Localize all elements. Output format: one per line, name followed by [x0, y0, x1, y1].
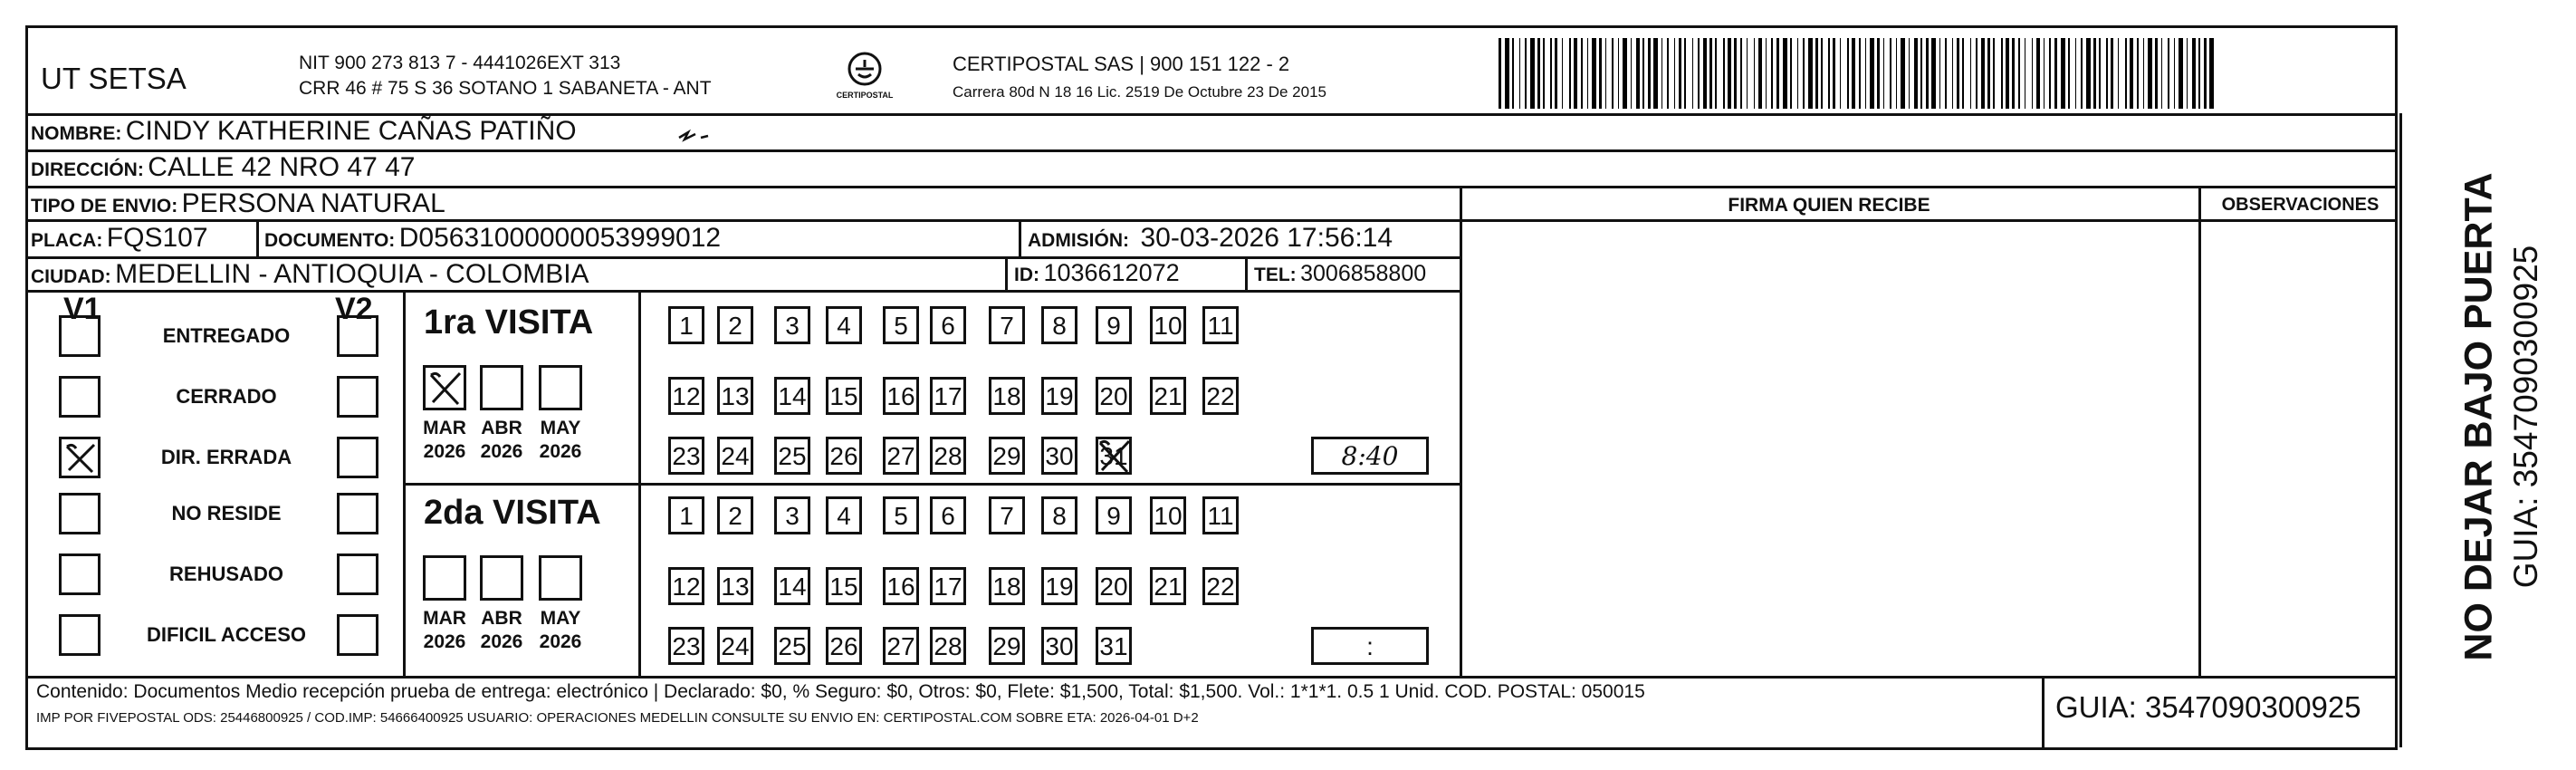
- first-visit-day-box[interactable]: 16: [883, 377, 919, 415]
- barcode-bar: [1642, 38, 1644, 109]
- barcode-bar: [1562, 38, 1563, 109]
- first-visit-day-box[interactable]: 13: [717, 377, 753, 415]
- barcode-bar: [1648, 38, 1651, 109]
- tipo-envio-label: TIPO DE ENVIO:: [31, 196, 178, 217]
- barcode-bar: [1883, 38, 1884, 109]
- barcode-bar: [1901, 38, 1905, 109]
- second-visit-title: 2da VISITA: [424, 494, 601, 532]
- barcode-bar: [1605, 38, 1606, 109]
- second-visit-day-box[interactable]: 19: [1041, 567, 1077, 605]
- second-visit-day-box[interactable]: 3: [774, 496, 810, 534]
- barcode-bar: [1519, 38, 1520, 109]
- admision-value: 30-03-2026 17:56:14: [1140, 223, 1393, 253]
- barcode-bar: [1631, 38, 1632, 109]
- barcode-bar: [1636, 38, 1640, 109]
- first-visit-month-checkbox[interactable]: [423, 365, 466, 410]
- barcode-bar: [1537, 38, 1540, 109]
- barcode-bar: [1909, 38, 1910, 109]
- first-visit-month-label: MAY: [540, 418, 581, 438]
- barcode-bar: [1783, 38, 1787, 109]
- barcode-bar: [1920, 38, 1922, 109]
- status-v1-checkbox[interactable]: [59, 315, 101, 357]
- barcode-bar: [1740, 38, 1742, 109]
- first-visit-day-box[interactable]: 15: [826, 377, 862, 415]
- barcode-bar: [2168, 38, 2169, 109]
- second-visit-day-box[interactable]: 29: [989, 627, 1025, 665]
- barcode-bar: [1512, 38, 1514, 109]
- footer-imp-line: IMP POR FIVEPOSTAL ODS: 25446800925 / COD.IMP: 54666400925 USUARIO: OPERACIONES MEDELLIN CONSULTE SU ENVIO EN: CERTIPOSTAL.COM SOBRE ETA: 2026-04-01 D+2: [36, 710, 1199, 726]
- first-visit-year-label: 2026: [423, 441, 466, 462]
- barcode-bar: [1957, 38, 1959, 109]
- checked-x-mark: [1096, 438, 1133, 485]
- barcode-bar: [1840, 38, 1841, 109]
- first-visit-day-box[interactable]: 6: [930, 306, 966, 344]
- admision-label: ADMISIÓN:: [1028, 230, 1129, 251]
- status-option-label: NO RESIDE: [171, 502, 282, 525]
- barcode-bar: [2161, 38, 2162, 109]
- second-visit-day-box[interactable]: 15: [826, 567, 862, 605]
- barcode-bar: [1715, 38, 1717, 109]
- barcode-bar: [1896, 38, 1897, 109]
- status-v2-checkbox[interactable]: [337, 493, 378, 534]
- barcode-bar: [1692, 38, 1693, 109]
- barcode-bar: [1914, 38, 1918, 109]
- side-guia: GUIA: 3547090300925: [2507, 245, 2544, 589]
- status-v2-checkbox[interactable]: [337, 376, 378, 418]
- status-v2-checkbox[interactable]: [337, 614, 378, 656]
- first-visit-day-box[interactable]: 23: [668, 437, 704, 475]
- barcode-bar: [1525, 38, 1527, 109]
- ciudad-label: CIUDAD:: [31, 266, 111, 287]
- placa-value: FQS107: [106, 223, 208, 253]
- barcode-bar: [1926, 38, 1929, 109]
- first-visit-day-box[interactable]: 20: [1096, 377, 1132, 415]
- tel-label: TEL:: [1254, 265, 1297, 285]
- barcode-bar: [1870, 38, 1874, 109]
- barcode-bar: [2143, 38, 2144, 109]
- footer-content-line: Contenido: Documentos Medio recepción prueba de entrega: electrónico | Declarado: $0, % Seguro: $0, Otros: $0, Flete: $1,500, Total: $1,500. Vol.: 1*1*1. 0.5 1 Unid. COD. POSTAL: 050015: [36, 681, 1645, 702]
- barcode-bar: [2018, 38, 2020, 109]
- direccion-label: DIRECCIÓN:: [31, 159, 144, 180]
- id-value: 1036612072: [1043, 259, 1180, 286]
- barcode-bar: [2054, 38, 2057, 109]
- second-visit-day-box[interactable]: 7: [989, 496, 1025, 534]
- second-visit-month-checkbox[interactable]: [539, 555, 582, 601]
- status-v2-checkbox[interactable]: [337, 437, 378, 478]
- second-visit-day-box[interactable]: 16: [883, 567, 919, 605]
- barcode-bar: [2061, 38, 2065, 109]
- status-option-label: DIFICIL ACCESO: [146, 623, 306, 646]
- first-visit-day-box[interactable]: 11: [1202, 306, 1239, 344]
- status-v1-checkbox[interactable]: [59, 437, 101, 478]
- barcode-bar: [1703, 38, 1707, 109]
- barcode-bar: [1859, 38, 1861, 109]
- second-visit-month-label: ABR: [481, 608, 522, 629]
- barcode-bar: [1852, 38, 1855, 109]
- second-visit-day-box[interactable]: 5: [883, 496, 919, 534]
- tipo-envio-value: PERSONA NATURAL: [181, 188, 445, 218]
- v2-header: V2: [335, 292, 373, 326]
- barcode-bar: [2118, 38, 2119, 109]
- second-visit-day-box[interactable]: 24: [717, 627, 753, 665]
- barcode-bar: [1723, 38, 1725, 109]
- second-visit-day-box[interactable]: 6: [930, 496, 966, 534]
- barcode-bar: [1803, 38, 1805, 109]
- first-visit-day-box[interactable]: 3: [774, 306, 810, 344]
- company-name: UT SETSA: [41, 62, 187, 95]
- barcode-bar: [1833, 38, 1835, 109]
- barcode-bar: [1970, 38, 1971, 109]
- barcode-bar: [1550, 38, 1552, 109]
- barcode-bar: [1797, 38, 1798, 109]
- second-visit-day-box[interactable]: 17: [930, 567, 966, 605]
- second-visit-day-box[interactable]: 18: [989, 567, 1025, 605]
- first-visit-day-box[interactable]: 9: [1096, 306, 1132, 344]
- second-visit-day-box[interactable]: 9: [1096, 496, 1132, 534]
- barcode-bar: [1653, 38, 1658, 109]
- barcode-bar: [1499, 38, 1501, 109]
- second-visit-month-label: MAR: [423, 608, 466, 629]
- first-visit-day-box[interactable]: 21: [1150, 377, 1186, 415]
- second-visit-month-checkbox[interactable]: [423, 555, 466, 601]
- barcode-bar: [2198, 38, 2200, 109]
- barcode: [1499, 38, 2223, 109]
- status-v2-checkbox[interactable]: [337, 553, 378, 595]
- second-visit-year-label: 2026: [539, 631, 582, 652]
- first-visit-day-box[interactable]: 8: [1041, 306, 1077, 344]
- barcode-bar: [2187, 38, 2188, 109]
- barcode-bar: [2130, 38, 2133, 109]
- status-option-label: DIR. ERRADA: [160, 446, 292, 468]
- barcode-bar: [1976, 38, 1977, 109]
- status-option-label: ENTREGADO: [162, 324, 291, 347]
- barcode-bar: [1758, 38, 1762, 109]
- barcode-bar: [1618, 38, 1619, 109]
- second-visit-day-box[interactable]: 25: [774, 627, 810, 665]
- footer-guia: GUIA: 3547090300925: [2055, 690, 2361, 724]
- documento-value: D05631000000053999012: [398, 223, 722, 253]
- second-visit-day-box[interactable]: 8: [1041, 496, 1077, 534]
- checked-x-mark: [427, 370, 464, 412]
- second-visit-day-box[interactable]: 26: [826, 627, 862, 665]
- placa-label: PLACA:: [31, 230, 103, 251]
- first-visit-day-box[interactable]: 10: [1150, 306, 1186, 344]
- first-visit-day-box[interactable]: 29: [989, 437, 1025, 475]
- status-v1-checkbox[interactable]: [59, 614, 101, 656]
- second-visit-day-box[interactable]: 11: [1202, 496, 1239, 534]
- barcode-bar: [2111, 38, 2113, 109]
- barcode-bar: [2012, 38, 2015, 109]
- certipostal-line-1: CERTIPOSTAL SAS | 900 151 122 - 2: [953, 53, 1290, 75]
- first-visit-day-box[interactable]: 28: [930, 437, 966, 475]
- barcode-bar: [2204, 38, 2207, 109]
- second-visit-day-box[interactable]: 10: [1150, 496, 1186, 534]
- barcode-bar: [1952, 38, 1953, 109]
- first-visit-day-box[interactable]: 30: [1041, 437, 1077, 475]
- first-visit-day-box[interactable]: 1: [668, 306, 704, 344]
- barcode-bar: [1599, 38, 1602, 109]
- barcode-bar: [1734, 38, 1737, 109]
- barcode-bar: [2099, 38, 2101, 109]
- id-label: ID:: [1014, 265, 1039, 285]
- barcode-bar: [1698, 38, 1700, 109]
- first-visit-day-box[interactable]: 7: [989, 306, 1025, 344]
- status-option-label: CERRADO: [176, 385, 277, 408]
- barcode-bar: [2036, 38, 2040, 109]
- first-visit-day-box[interactable]: 12: [668, 377, 704, 415]
- first-visit-day-box[interactable]: 24: [717, 437, 753, 475]
- status-v1-checkbox[interactable]: [59, 376, 101, 418]
- barcode-bar: [2148, 38, 2152, 109]
- second-visit-day-box[interactable]: 28: [930, 627, 966, 665]
- barcode-bar: [1766, 38, 1767, 109]
- barcode-bar: [2086, 38, 2091, 109]
- first-visit-day-box[interactable]: 25: [774, 437, 810, 475]
- barcode-bar: [2106, 38, 2108, 109]
- barcode-bar: [2174, 38, 2175, 109]
- barcode-bar: [1587, 38, 1588, 109]
- first-visit-day-box[interactable]: 5: [883, 306, 919, 344]
- second-visit-day-box[interactable]: 23: [668, 627, 704, 665]
- barcode-bar: [1505, 38, 1509, 109]
- barcode-bar: [2125, 38, 2127, 109]
- first-visit-year-label: 2026: [480, 441, 523, 462]
- barcode-bar: [2081, 38, 2083, 109]
- direccion-value: CALLE 42 NRO 47 47: [148, 152, 416, 182]
- barcode-bar: [1592, 38, 1596, 109]
- first-visit-month-label: ABR: [481, 418, 522, 438]
- status-v2-checkbox[interactable]: [337, 315, 378, 357]
- barcode-bar: [1815, 38, 1818, 109]
- first-visit-month-label: MAR: [423, 418, 466, 438]
- barcode-bar: [2192, 38, 2196, 109]
- ciudad-value: MEDELLIN - ANTIOQUIA - COLOMBIA: [115, 259, 589, 289]
- barcode-bar: [1543, 38, 1545, 109]
- barcode-bar: [2001, 38, 2003, 109]
- status-option-label: REHUSADO: [169, 563, 283, 585]
- nombre-value: CINDY KATHERINE CAÑAS PATIÑO: [125, 116, 577, 146]
- barcode-bar: [2006, 38, 2009, 109]
- barcode-bar: [1931, 38, 1936, 109]
- second-visit-day-box[interactable]: 30: [1041, 627, 1077, 665]
- nombre-scribble: [677, 127, 710, 149]
- status-v1-checkbox[interactable]: [59, 493, 101, 534]
- second-visit-day-box[interactable]: 13: [717, 567, 753, 605]
- barcode-bar: [2075, 38, 2076, 109]
- second-visit-day-box[interactable]: 27: [883, 627, 919, 665]
- barcode-bar: [1877, 38, 1880, 109]
- first-visit-day-box[interactable]: 27: [883, 437, 919, 475]
- first-visit-day-box[interactable]: 4: [826, 306, 862, 344]
- certipostal-line-2: Carrera 80d N 18 16 Lic. 2519 De Octubre 23 De 2015: [953, 83, 1326, 101]
- barcode-bar: [1847, 38, 1849, 109]
- barcode-bar: [1581, 38, 1583, 109]
- barcode-bar: [1679, 38, 1681, 109]
- first-visit-title: 1ra VISITA: [424, 303, 594, 342]
- barcode-bar: [1674, 38, 1675, 109]
- barcode-bar: [1790, 38, 1792, 109]
- second-visit-day-box[interactable]: 31: [1096, 627, 1132, 665]
- first-visit-month-checkbox[interactable]: [539, 365, 582, 410]
- barcode-bar: [1612, 38, 1614, 109]
- barcode-bar: [1569, 38, 1571, 109]
- nit-line-2: CRR 46 # 75 S 36 SOTANO 1 SABANETA - ANT: [299, 78, 712, 99]
- first-visit-month-checkbox[interactable]: [480, 365, 523, 410]
- barcode-bar: [1993, 38, 1995, 109]
- barcode-bar: [2068, 38, 2070, 109]
- second-visit-day-box[interactable]: 12: [668, 567, 704, 605]
- first-visit-day-box[interactable]: 18: [989, 377, 1025, 415]
- barcode-bar: [1776, 38, 1779, 109]
- barcode-bar: [1754, 38, 1755, 109]
- barcode-bar: [2155, 38, 2158, 109]
- first-visit-day-box[interactable]: 17: [930, 377, 966, 415]
- documento-label: DOCUMENTO:: [264, 230, 396, 251]
- first-visit-day-box[interactable]: 14: [774, 377, 810, 415]
- second-visit-time-box[interactable]: :: [1311, 627, 1429, 665]
- first-visit-time-box[interactable]: 8:40: [1311, 437, 1429, 475]
- second-visit-day-box[interactable]: 14: [774, 567, 810, 605]
- barcode-bar: [1987, 38, 1990, 109]
- status-v1-checkbox[interactable]: [59, 553, 101, 595]
- first-visit-day-box[interactable]: 31: [1096, 437, 1132, 475]
- second-visit-month-checkbox[interactable]: [480, 555, 523, 601]
- barcode-bar: [2049, 38, 2051, 109]
- barcode-bar: [1828, 38, 1830, 109]
- second-visit-day-box[interactable]: 1: [668, 496, 704, 534]
- barcode-bar: [2137, 38, 2139, 109]
- barcode-bar: [2093, 38, 2096, 109]
- second-visit-month-label: MAY: [540, 608, 581, 629]
- barcode-bar: [1747, 38, 1748, 109]
- nombre-label: NOMBRE:: [31, 123, 122, 144]
- second-visit-day-box[interactable]: 20: [1096, 567, 1132, 605]
- barcode-bar: [2179, 38, 2183, 109]
- barcode-bar: [1771, 38, 1773, 109]
- nit-line-1: NIT 900 273 813 7 - 4441026EXT 313: [299, 53, 621, 73]
- observaciones-header: OBSERVACIONES: [2221, 195, 2380, 215]
- certipostal-logo-text: CERTIPOSTAL: [836, 91, 894, 100]
- second-visit-day-box[interactable]: 22: [1202, 567, 1239, 605]
- checked-x-mark: [63, 441, 98, 480]
- barcode-bar: [1574, 38, 1577, 109]
- barcode-bar: [1821, 38, 1823, 109]
- barcode-bar: [1808, 38, 1813, 109]
- barcode-bar: [1728, 38, 1731, 109]
- side-no-dejar: NO DEJAR BAJO PUERTA: [2456, 172, 2501, 661]
- second-visit-year-label: 2026: [423, 631, 466, 652]
- first-visit-day-box[interactable]: 19: [1041, 377, 1077, 415]
- barcode-bar: [2032, 38, 2033, 109]
- barcode-bar: [1661, 38, 1662, 109]
- barcode-bar: [2209, 38, 2214, 109]
- first-visit-day-box[interactable]: 2: [717, 306, 753, 344]
- barcode-bar: [1962, 38, 1964, 109]
- v1-header: V1: [63, 292, 101, 326]
- barcode-bar: [1555, 38, 1557, 109]
- tel-value: 3006858800: [1300, 261, 1427, 286]
- barcode-bar: [1684, 38, 1686, 109]
- barcode-bar: [1709, 38, 1712, 109]
- first-visit-year-label: 2026: [539, 441, 582, 462]
- first-visit-day-box[interactable]: 26: [826, 437, 862, 475]
- firma-header: FIRMA QUIEN RECIBE: [1728, 195, 1930, 216]
- barcode-bar: [1939, 38, 1940, 109]
- barcode-bar: [1890, 38, 1891, 109]
- barcode-bar: [1945, 38, 1947, 109]
- barcode-bar: [2044, 38, 2045, 109]
- barcode-bar: [1981, 38, 1985, 109]
- second-visit-year-label: 2026: [480, 631, 523, 652]
- barcode-bar: [1667, 38, 1669, 109]
- barcode-bar: [1530, 38, 1535, 109]
- first-visit-day-box[interactable]: 22: [1202, 377, 1239, 415]
- second-visit-day-box[interactable]: 21: [1150, 567, 1186, 605]
- barcode-bar: [1623, 38, 1627, 109]
- second-visit-day-box[interactable]: 4: [826, 496, 862, 534]
- second-visit-day-box[interactable]: 2: [717, 496, 753, 534]
- barcode-bar: [1865, 38, 1866, 109]
